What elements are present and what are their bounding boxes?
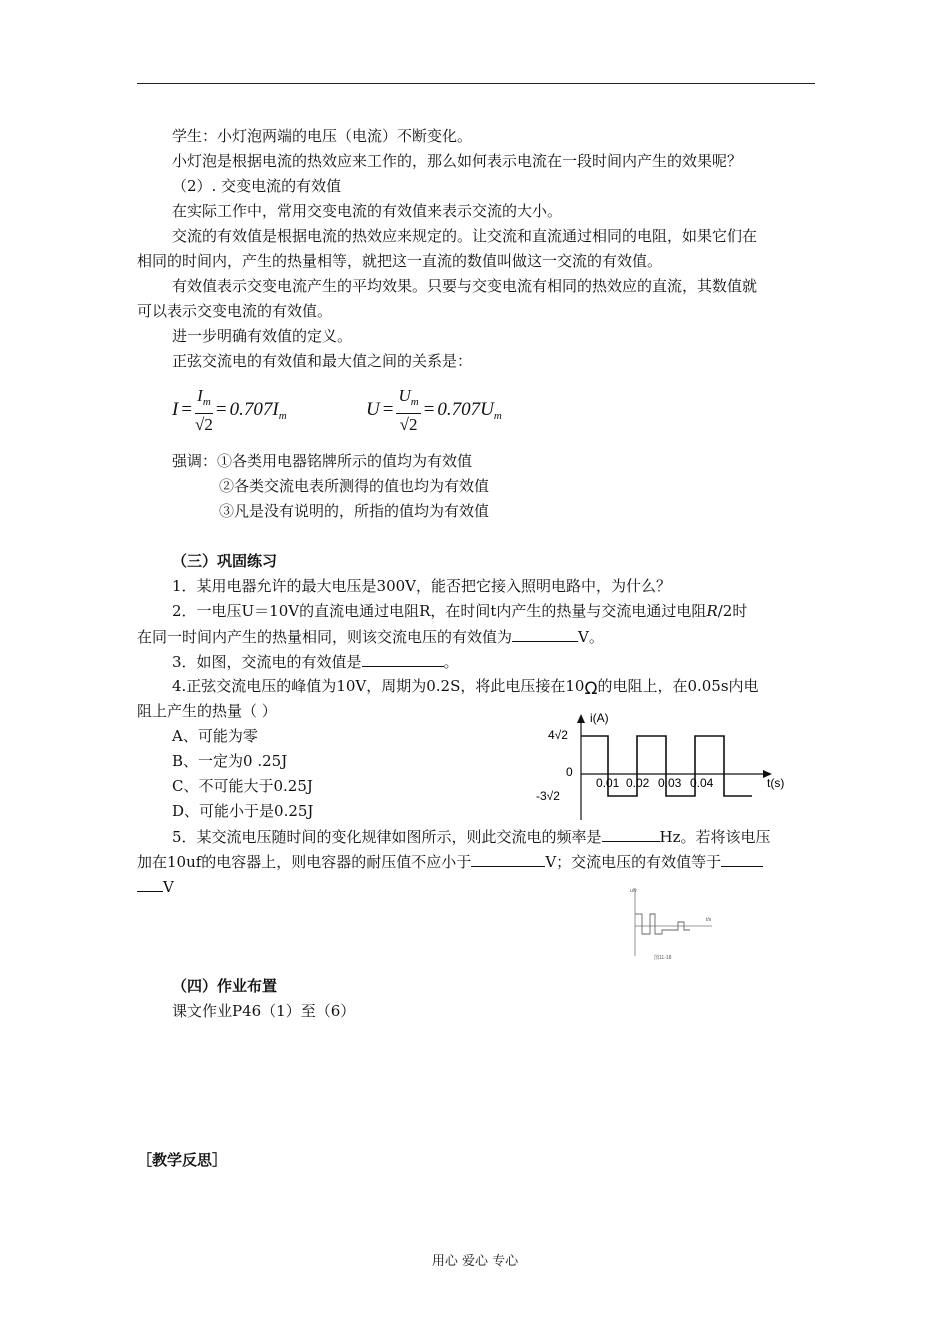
question-5-cont: 加在10uf的电容器上，则电容器的耐压值不应小于 V；交流电压的有效值等于 [137,851,763,872]
answer-blank[interactable] [512,626,578,642]
text-line: 正弦交流电的有效值和最大值之间的关系是： [172,352,473,370]
tick-label: 0.03 [658,776,682,790]
section-heading: （三）巩固练习 [172,552,278,570]
option-d: D、可能小于是0.25J [172,802,314,820]
emphasis-line: ③凡是没有说明的，所指的值均为有效值 [219,502,490,520]
text-line: 进一步明确有效值的定义。 [172,327,353,345]
text-line: 小灯泡是根据电流的热效应来工作的，那么如何表示电流在一段时间内产生的效果呢？ [172,152,743,170]
current-square-wave-graph [534,712,794,824]
option-b: B、一定为0 .25J [172,752,288,770]
section-subheading: （2）. 交变电流的有效值 [172,177,342,195]
formula-current: I = $\frac{I_m}{√2}$ = $0.707I_m$ [172,386,287,434]
tick-label: 0.02 [626,776,650,790]
text-line: 学生：小灯泡两端的电压（电流）不断变化。 [172,127,473,145]
question-2: 2．一电压U＝10V的直流电通过电阻R，在时间t内产生的热量与交流电通过电阻R/2时 [172,602,748,620]
answer-blank[interactable] [721,851,763,867]
text-line: 交流的有效值是根据电流的热效应来规定的。让交流和直流通过相同的电阻，如果它们在 [172,227,758,245]
figure-caption: 图11-18 [654,955,672,961]
question-2-cont: 在同一时间内产生的热量相同，则该交流电压的有效值为 V。 [137,628,604,646]
text-line: 在实际工作中，常用交变电流的有效值来表示交流的大小。 [172,202,563,220]
voltage-wave-graph [620,886,720,962]
question-1: 1．某用电器允许的最大电压是300V，能否把它接入照明电路中，为什么？ [172,577,672,595]
tick-label: 0.01 [596,776,620,790]
y-axis-label: u/v [630,888,637,894]
option-a: A、可能为零 [172,727,258,745]
formula-voltage: U = $\frac{U_m}{√2}$ = $0.707U_m$ [366,386,502,434]
text-line: 有效值表示交变电流产生的平均效果。只要与交变电流有相同的热效应的直流，其数值就 [172,277,758,295]
page-footer: 用心 爱心 专心 [431,1254,519,1269]
question-5: 5．某交流电压随时间的变化规律如图所示，则此交流电的频率是 Hz。若将该电压 [172,828,771,846]
header-rule [137,83,815,84]
tick-label: 0.04 [690,776,714,790]
answer-blank[interactable] [471,851,545,867]
answer-blank[interactable] [602,826,660,842]
x-axis-label: t(s) [767,776,785,790]
tick-label-zero: 0 [566,765,573,779]
answer-blank[interactable] [362,651,444,667]
y-axis-arrow [577,714,585,723]
tick-label-top: 4√2 [548,728,568,742]
x-axis-label: t/s [706,917,712,923]
homework-text: 课文作业P46（1）至（6） [172,1002,356,1020]
text-line: 可以表示交变电流的有效值。 [137,302,333,320]
emphasis-line: ②各类交流电表所测得的值也均为有效值 [219,477,490,495]
answer-blank[interactable] [137,876,163,892]
question-4: 4.正弦交流电压的峰值为10V，周期为0.2S，将此电压接在10Ω的电阻上，在0.05s内电 [172,677,759,699]
y-axis-label: i(A) [590,712,609,725]
question-5-cont: V [137,876,174,897]
reflection-heading: ［教学反思］ [137,1151,228,1169]
question-4-cont: 阻上产生的热量（ ） [137,702,277,720]
section-heading: （四）作业布置 [172,977,278,995]
wave-trace [635,914,690,934]
text-line: 相同的时间内，产生的热量相等，就把这一直流的数值叫做这一交流的有效值。 [137,252,663,270]
tick-label-bottom: -3√2 [536,789,560,803]
emphasis-line: 强调：①各类用电器铭牌所示的值均为有效值 [172,452,473,470]
option-c: C、不可能大于0.25J [172,777,313,795]
question-3: 3．如图，交流电的有效值是 。 [172,653,459,671]
